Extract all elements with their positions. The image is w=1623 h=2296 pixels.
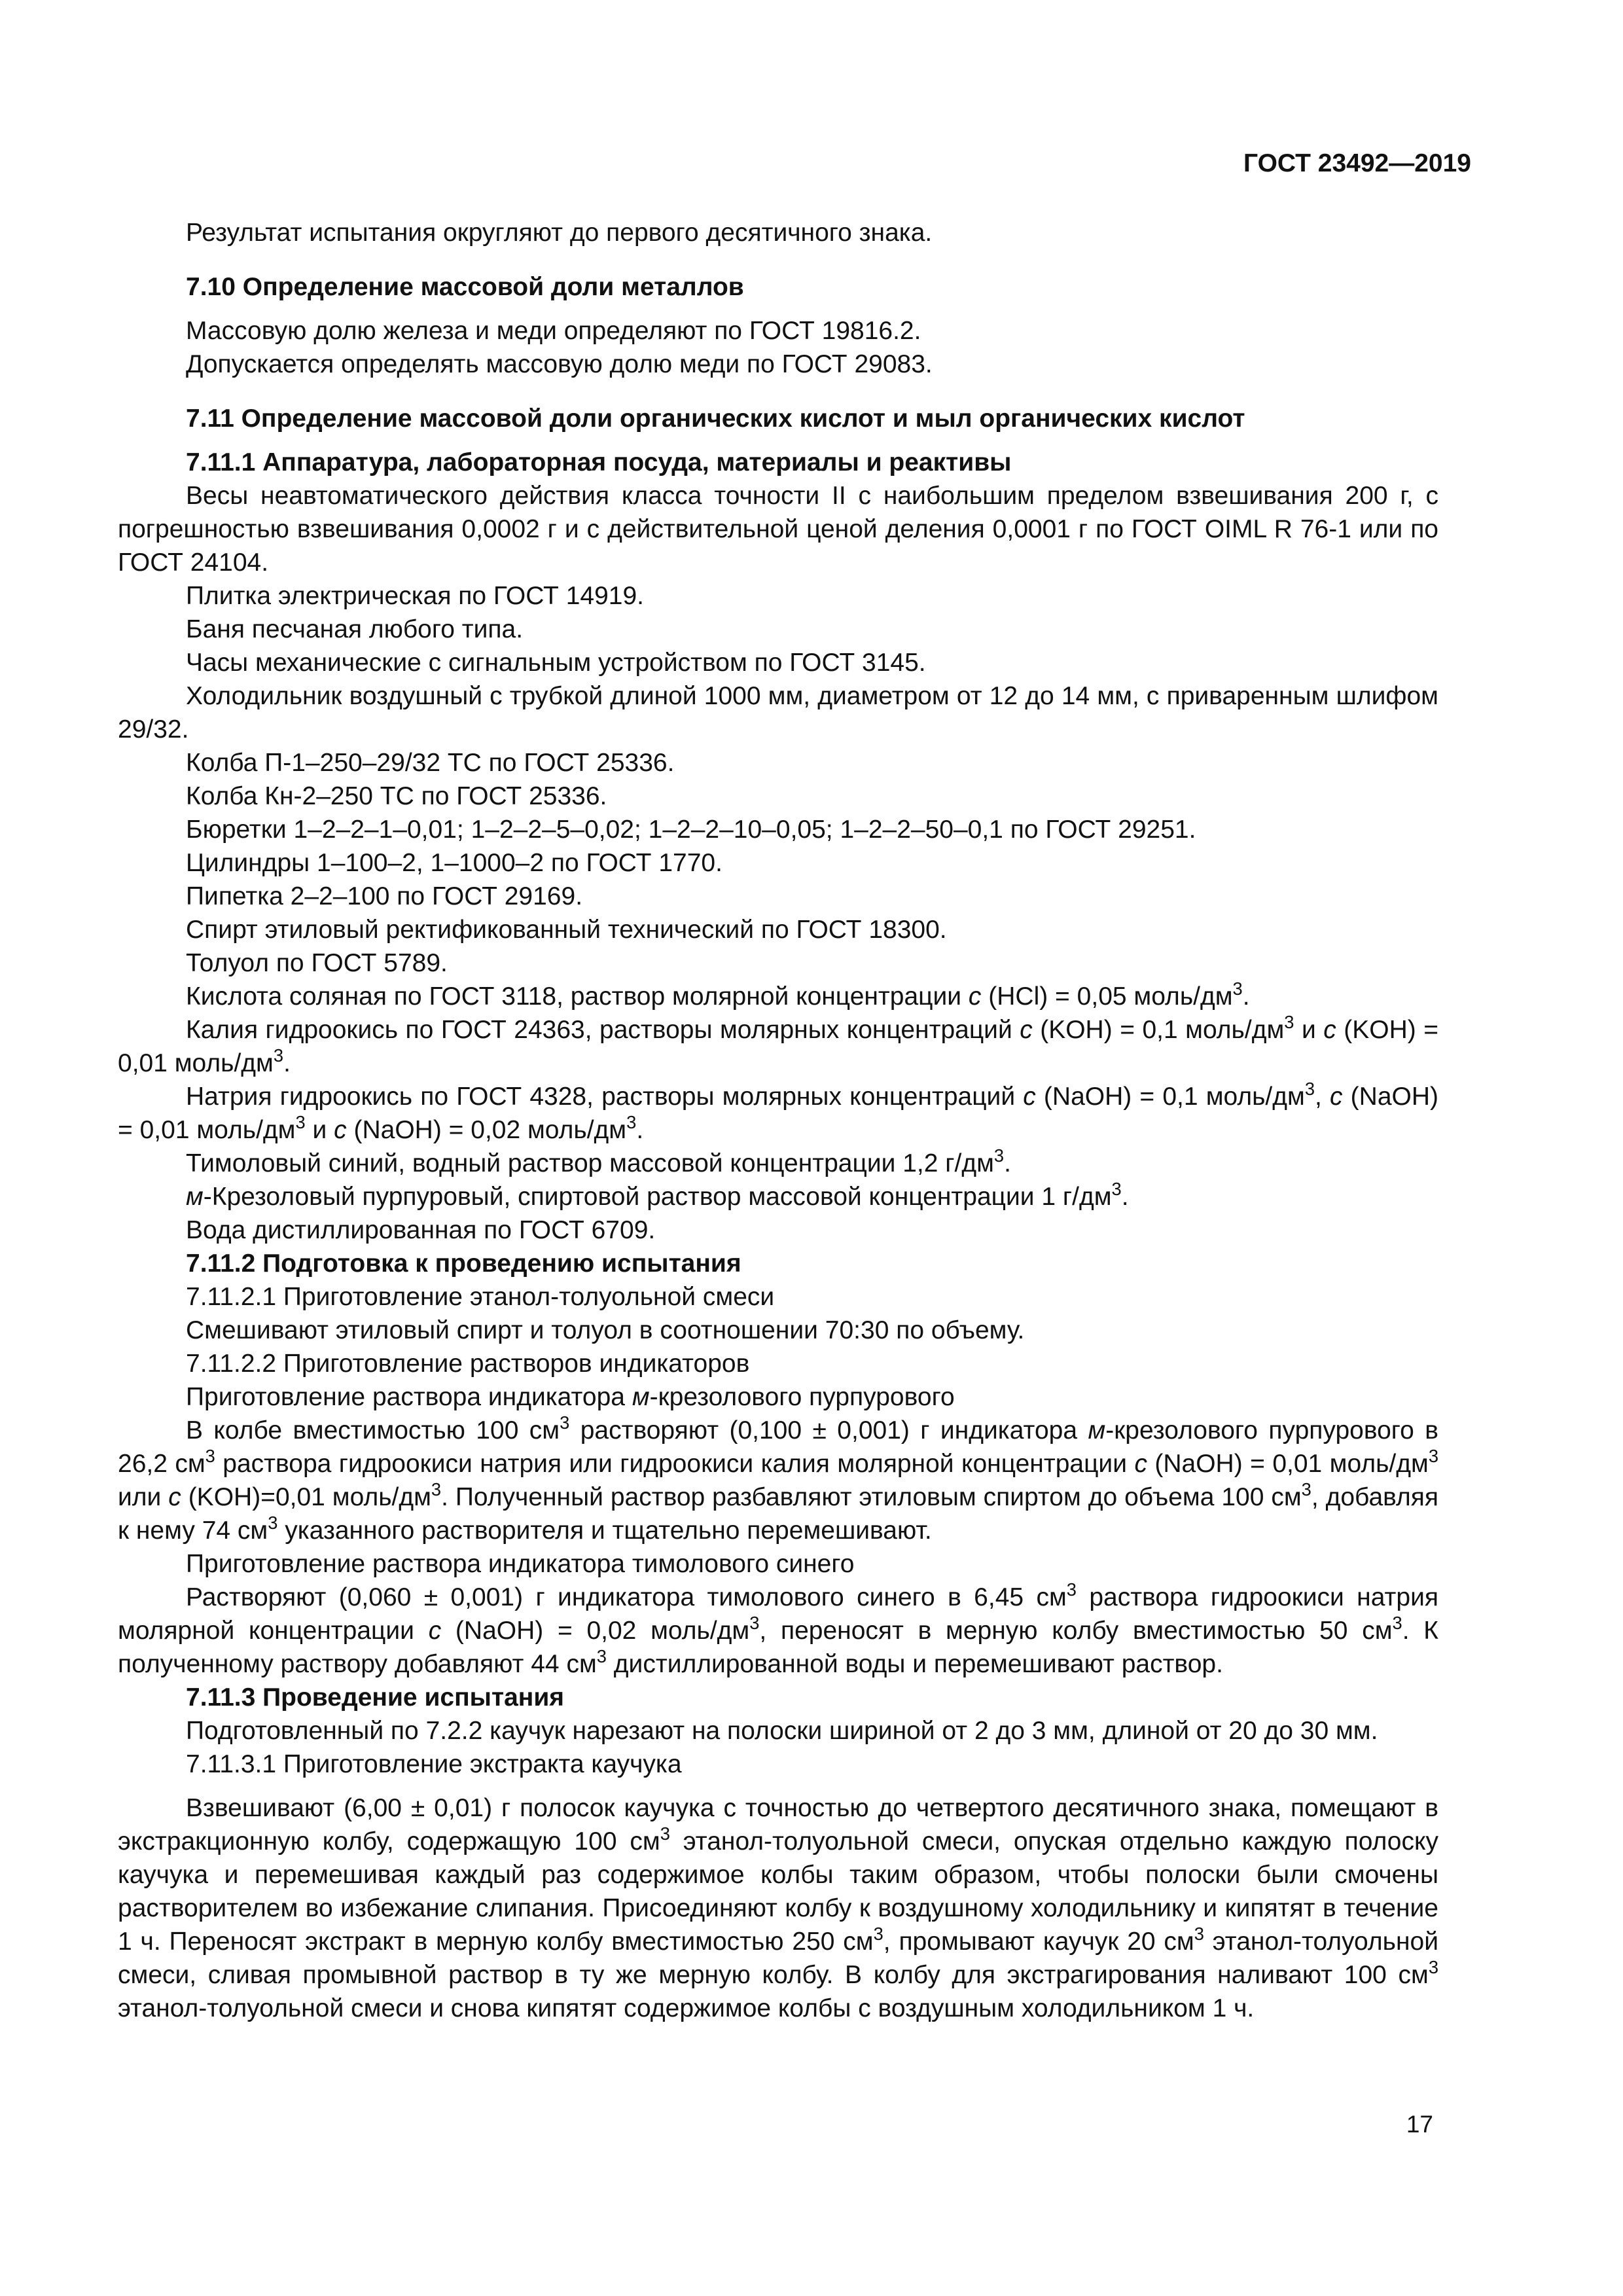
subsection-heading-7-11-1: 7.11.1 Аппаратура, лабораторная посуда, материалы и реактивы — [186, 448, 1012, 476]
reagent-cresol-purple — [118, 1180, 1438, 1213]
paragraph: Смешивают этиловый спирт и толуол в соотношении 70:30 по объему. — [186, 1316, 1025, 1344]
text: Тимоловый синий, водный раствор массовой концентрации 1,2 г/дм — [186, 1149, 994, 1177]
text: , промывают каучук 20 см — [883, 1928, 1194, 1956]
reagent-naoh — [118, 1080, 1438, 1147]
list-item: Спирт этиловый ректификованный технический по ГОСТ 18300. — [186, 916, 947, 944]
text: раствора гидроокиси натрия молярной концентрации — [118, 1583, 1438, 1645]
page-body — [118, 216, 1438, 2025]
concentration-symbol: с — [168, 1483, 181, 1511]
superscript: 3 — [560, 1412, 570, 1433]
section-heading-7-11: 7.11 Определение массовой доли органических кислот и мыл органических кислот — [186, 404, 1245, 433]
italic-prefix: м — [1088, 1416, 1106, 1444]
reagent-hcl — [118, 980, 1438, 1013]
concentration-symbol: с — [334, 1116, 347, 1144]
text: . К полученному раствору добавляют 44 см — [118, 1617, 1438, 1678]
list-item: Пипетка 2–2–100 по ГОСТ 29169. — [186, 882, 583, 910]
superscript: 3 — [295, 1112, 306, 1132]
paragraph: Приготовление раствора индикатора тимолового синего — [186, 1550, 855, 1578]
paragraph: Результат испытания округляют до первого десятичного знака. — [186, 219, 933, 247]
text: (NaOH) = 0,02 моль/дм — [346, 1116, 627, 1144]
italic-prefix: м — [186, 1183, 204, 1211]
clause-title: 7.11.3.1 Приготовление экстракта каучука — [186, 1750, 682, 1778]
text: . — [283, 1049, 291, 1077]
page-number: 17 — [1406, 2111, 1433, 2138]
superscript: 3 — [1428, 1957, 1438, 1977]
superscript: 3 — [749, 1613, 760, 1633]
superscript: 3 — [1392, 1613, 1402, 1633]
text: и — [1294, 1016, 1324, 1044]
text: Кислота соляная по ГОСТ 3118, раствор молярной концентрации — [186, 982, 969, 1011]
text: -крезолового пурпурового в 26,2 см — [118, 1416, 1438, 1478]
paragraph — [118, 1380, 1438, 1414]
list-item: Вода дистиллированная по ГОСТ 6709. — [186, 1216, 656, 1244]
standard-designation: ГОСТ 23492—2019 — [1243, 149, 1471, 177]
superscript: 3 — [873, 1924, 883, 1944]
concentration-symbol: с — [428, 1617, 442, 1645]
superscript: 3 — [1428, 1446, 1438, 1466]
paragraph: Массовую долю железа и меди определяют по ГОСТ 19816.2. — [186, 317, 921, 345]
text: (NaOH) = 0,1 моль/дм — [1035, 1083, 1305, 1111]
text: -Крезоловый пурпуровый, спиртовой раствор массовой концентрации 1 г/дм — [203, 1183, 1112, 1211]
reagent-thymol-blue — [118, 1147, 1438, 1180]
concentration-symbol: с — [1023, 1083, 1036, 1111]
text: этанол-толуольной смеси, опуская отдельно каждую полоску каучука и перемешивая каждый раз содержимое колбы таким образом, чтобы полоски были смочены растворителем во избежание слипания. Присоединяют колбу к воздушному холодильнику и кипятят в течение 1 ч. Переносят экстракт в мерную колбу вместимостью 250 см — [118, 1827, 1438, 1956]
text: . — [636, 1116, 644, 1144]
superscript: 3 — [626, 1112, 637, 1132]
subsection-heading-7-11-2: 7.11.2 Подготовка к проведению испытания — [186, 1249, 741, 1278]
text: . — [1242, 982, 1250, 1011]
text: или — [118, 1483, 169, 1511]
text: , — [1315, 1083, 1330, 1111]
superscript: 3 — [268, 1513, 278, 1533]
concentration-symbol: с — [1134, 1450, 1147, 1478]
superscript: 3 — [1304, 1079, 1315, 1099]
text: растворяют (0,100 ± 0,001) г индикатора — [569, 1416, 1088, 1444]
concentration-symbol: с — [1323, 1016, 1336, 1044]
reagent-koh — [118, 1013, 1438, 1080]
text: , переносят в мерную колбу вместимостью 50 см — [759, 1617, 1393, 1645]
list-item: Толуол по ГОСТ 5789. — [186, 949, 448, 977]
superscript: 3 — [273, 1045, 284, 1066]
text: (KOH) = 0,01 моль/дм — [118, 1016, 1438, 1077]
concentration-symbol: с — [1020, 1016, 1033, 1044]
text: Взвешивают (6,00 ± 0,01) г полосок каучука с точностью до четвертого десятичного знака, помещают в экстракционную колбу, содержащую 100 см — [118, 1794, 1438, 1856]
concentration-symbol: с — [1330, 1083, 1343, 1111]
text: (KOH)=0,01 моль/дм — [181, 1483, 431, 1511]
text: Натрия гидроокись по ГОСТ 4328, растворы молярных концентраций — [186, 1083, 1024, 1111]
superscript: 3 — [660, 1823, 670, 1844]
text: Калия гидроокись по ГОСТ 24363, растворы молярных концентраций — [186, 1016, 1020, 1044]
superscript: 3 — [205, 1446, 215, 1466]
text: указанного растворителя и тщательно перемешивают. — [277, 1516, 932, 1545]
section-heading-7-10: 7.10 Определение массовой доли металлов — [186, 273, 744, 301]
text: (KOH) = 0,1 моль/дм — [1032, 1016, 1285, 1044]
list-item: Колба Кн-2–250 ТС по ГОСТ 25336. — [186, 782, 607, 810]
superscript: 3 — [596, 1646, 607, 1666]
clause-title: 7.11.2.1 Приготовление этанол-толуольной смеси — [186, 1283, 775, 1311]
list-item: Колба П-1–250–29/32 ТС по ГОСТ 25336. — [186, 749, 675, 777]
superscript: 3 — [1284, 1012, 1294, 1032]
concentration-symbol: с — [968, 982, 982, 1011]
text: этанол-толуольной смеси и снова кипятят содержимое колбы с воздушным холодильником 1 ч. — [118, 1994, 1255, 2022]
text: В колбе вместимостью 100 см — [186, 1416, 560, 1444]
text: . — [1121, 1183, 1129, 1211]
text: этанол-толуольной смеси, сливая промывной раствор в ту же мерную колбу. В колбу для экстрагирования наливают 100 см — [118, 1928, 1438, 1989]
text: (HCl) = 0,05 моль/дм — [981, 982, 1233, 1011]
italic-prefix: м — [632, 1383, 650, 1411]
list-item: Холодильник воздушный с трубкой длиной 1000 мм, диаметром от 12 до 14 мм, с приваренным шлифом 29/32. — [118, 682, 1438, 744]
paragraph: Допускается определять массовую долю меди по ГОСТ 29083. — [186, 350, 933, 378]
text: Приготовление раствора индикатора — [186, 1383, 632, 1411]
list-item: Плитка электрическая по ГОСТ 14919. — [186, 582, 645, 610]
text: (NaOH) = 0,02 моль/дм — [441, 1617, 750, 1645]
superscript: 3 — [1232, 978, 1243, 999]
text: и — [305, 1116, 334, 1144]
list-item: Цилиндры 1–100–2, 1–1000–2 по ГОСТ 1770. — [186, 849, 722, 877]
list-item: Бюретки 1–2–2–1–0,01; 1–2–2–5–0,02; 1–2–2–10–0,05; 1–2–2–50–0,1 по ГОСТ 29251. — [186, 816, 1196, 844]
text: дистиллированной воды и перемешивают раствор. — [606, 1650, 1223, 1678]
text: . — [1004, 1149, 1011, 1177]
paragraph-scales: Весы неавтоматического действия класса точности II с наибольшим пределом взвешивания 200 г, с погрешностью взвешивания 0,0002 г и с действительной ценой деления 0,0001 г по ГОСТ OIML R 76-1 или по ГОСТ 24104. — [118, 482, 1438, 577]
text: . Полученный раствор разбавляют этиловым спиртом до объема 100 см — [441, 1483, 1302, 1511]
text: -крезолового пурпурового — [649, 1383, 955, 1411]
text: Растворяют (0,060 ± 0,001) г индикатора тимолового синего в 6,45 см — [186, 1583, 1067, 1611]
superscript: 3 — [1194, 1924, 1204, 1944]
text: (NaOH) = 0,01 моль/дм — [118, 1083, 1438, 1144]
superscript: 3 — [1301, 1479, 1311, 1499]
list-item: Баня песчаная любого типа. — [186, 615, 524, 643]
paragraph-thymol-preparation — [118, 1581, 1438, 1681]
paragraph: Подготовленный по 7.2.2 каучук нарезают на полоски шириной от 2 до 3 мм, длиной от 20 до 30 мм. — [186, 1717, 1378, 1745]
superscript: 3 — [431, 1479, 442, 1499]
superscript: 3 — [1066, 1579, 1077, 1600]
text: (NaOH) = 0,01 моль/дм — [1147, 1450, 1429, 1478]
text: , добавляя к нему 74 см — [118, 1483, 1438, 1545]
clause-title: 7.11.2.2 Приготовление растворов индикаторов — [186, 1350, 750, 1378]
subsection-heading-7-11-3: 7.11.3 Проведение испытания — [186, 1683, 565, 1712]
paragraph-cresol-preparation — [118, 1414, 1438, 1547]
superscript: 3 — [1111, 1179, 1122, 1199]
text: раствора гидроокиси натрия или гидроокиси калия молярной концентрации — [215, 1450, 1135, 1478]
superscript: 3 — [993, 1145, 1005, 1166]
paragraph-extract-preparation — [118, 1791, 1438, 2025]
list-item: Часы механические с сигнальным устройством по ГОСТ 3145. — [186, 649, 926, 677]
